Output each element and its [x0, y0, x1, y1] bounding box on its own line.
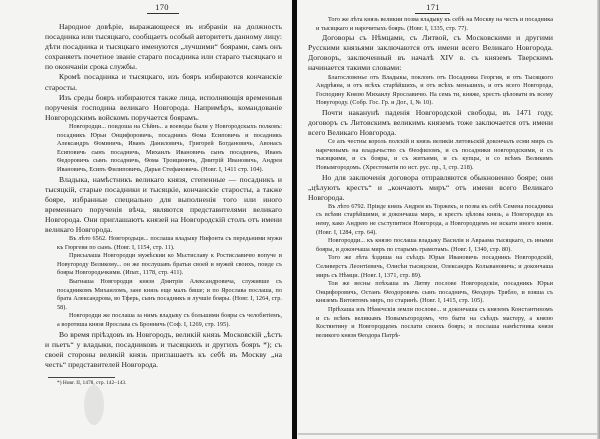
paragraph: Владыка, намѣстникъ великаго князя, степенные — посадникъ и тысяцкій, старые посадники и тысяцкіе, кончанскіе старосты, а также бояре, избранные специально для выполненія того или иного временнаго порученія вѣча, являются представителями великаго Новгорода. Они приглашаютъ князей на Новгородскій столъ отъ имени великаго Новгорода. [45, 174, 282, 234]
quotation: Благословенье отъ Владыкы, поклонъ отъ Посадника Георгия, и отъ Тысяцкого Андрѣяна, и отъ всѣхъ старѣйшихъ, и отъ всѣхъ меньшихъ, и отъ всего Новгорода, Господину Князю Михаилу Ярославичю. На семь ти, княже, хрестъ цѣловати въ всему Новугороду. (Собр. Гос. Гр. и Дог., I, № 10). [316, 73, 553, 107]
page-number-rule-right [415, 13, 450, 14]
quotation: Новгородци... поидоша на Сѣйнъ.. а воеводы были у Новгородскыхъ полковъ: посадникъ Юрьи Онцифоровичь, посадникъ Ѳома Есиповичь и посадникъ Александръ Ѳоминичь, Иванъ Даниловичь, Григорей Богдановичь, Авонасъ Есиповичь сынъ посадничь, Михаилъ Ивановичь сынъ посадничь, Иванъ Ѳедоровичь сынъ посадничь, Ѳома Троициничь, Дмитрiй Ивановичь, Андрея Ивановичь, Есипъ Филиповичь, Дарьи Стефановичь. (Новг. I, 1411 стр. 104). [57, 122, 282, 173]
paragraph: Но для заключенія договора отправляются обыкновенно бояре; они „цѣлуютъ крестъ“ и „кончаютъ миръ“ отъ имени всего Великаго Новгорода. [308, 172, 553, 202]
quotation: Присылаша Новгородци мужѣскии ко Мьстиславу к Ростиславичю вопуче и Новугороду Великому... он же послушавъ братьи своей и мужей своихъ, поиде съ бояры Новгородьчкими. (Ипат., 1178, стр. 411). [57, 252, 282, 277]
scan-smudge [84, 385, 104, 425]
left-page [0, 0, 293, 439]
page-number-rule-left [147, 13, 179, 14]
quotation: Тои же весны поѣхаша въ Литву послове Новгородскiи, посадникъ Юрьи Онцифоровичь, Останъ Ѳеодоровичь сынъ посадничь, Ѳеодоръ Тряблo, и взяша съ княземъ Витовтомъ миръ, по старинѣ. (Новг. I, 1415, стр. 105). [316, 280, 553, 305]
footnote-rule [48, 377, 115, 378]
paragraph: Народное довѣріе, выражающееся въ избраніи на должность посадника или тысяцкаго, сообщаетъ особый авторитетъ данному лицу: дѣти посадника и тысяцкаго именуются „лучшими“ боярами, самъ онъ сохраняетъ почетное званіе стараго посадника или стараго тысяцкаго и по окончаніи срока службы. [45, 22, 282, 72]
page-number-left: 170 [155, 2, 169, 12]
quotation: Того же лѣта князь великии позва владыку къ себѣ на Москву на честь и посадника и тысяцкаго и нарочитыхъ бояръ. (Новг. I, 1335, стр. 77). [316, 16, 553, 32]
quotation: Въ лѣто 6562. Новгородьци... послаша владыку Нифонта съ передьними мужи къ Гюргеви по сынъ. (Новг. I, 1154, стр. 11). [57, 235, 282, 251]
right-page-content [308, 16, 553, 340]
book-gutter [292, 0, 297, 439]
paragraph: Договоры съ Нѣмцами, съ Литвой, съ Московскими и другими Русскими князьями заключаются отъ имени всего Великаго Новгорода. Договоръ, заключенный въ началѣ XIV в. съ княземъ Тверскимъ начинается такими словами: [308, 33, 553, 73]
paragraph: Во время пріѣздовъ въ Новгородъ, великій князь Московскій „ѣстъ и пьетъ“ у владыки, посадниковъ и тысяцкихъ и другихъ бояръ *); съ своей стороны великій князь приглашаетъ къ себѣ въ Москву „на честь“ представителей Новгорода. [45, 329, 282, 369]
quotation: Прiѣхаша изъ Нѣмечскiя земли послове... и докончаша съ княземъ Константиномъ и съ всѣмъ великымъ Новымъгородомъ, что быти на съѣздъ мастеру, а князю Костянтину и Новгородцемъ послати своихъ бояръ; и послаша намѣстника князя великого князя Ѳеодора Патрѣ- [316, 306, 553, 339]
quotation: Того же лѣта ѣздиша на съѣздъ Юрьи Ивановичь посадникъ Новгородскiй, Селиверстъ Леонтiевичь, Олисѣи тысяцскои, Олександръ Колывановичь; и докончаша миръ съ Нѣмци. (Новг. I, 1371, стр. 89). [316, 254, 553, 279]
quotation: Се азъ честны король полскiй и князь великiи литовьскiй докончалъ есми миръ съ нареченымъ на владычьство съ Ѳеофиломъ, и съ посадники новгородскими, и съ тысяцкими, и съ бояры, и съ житьими, и съ купцы, и со всѣмъ Великимъ Новымгородомъ. (Хрестоматiя по ист. рус. пр., I, стр. 218). [316, 138, 553, 171]
paragraph: Почти наканунѣ паденія Новгородской свободы, въ 1471 году, договоръ съ Литовскимъ великимъ княземъ тоже заключается отъ имени всего Великаго Новгорода. [308, 107, 553, 138]
quotation: Въ лѣто 6792. Прiиде князь Андрея къ Торжекъ, и позва къ себѣ Семена посадника съ всѣми старѣйшими, и докончаша миръ, и крестъ цѣлова князь, а Новгородци къ нему, како Андрею не съступитися Новгорода, а Новгородцемъ не искати иного князя. (Новг. I, 1284, стр. 64). [316, 202, 553, 236]
right-page [298, 0, 596, 439]
paragraph: Кромѣ посадника и тысяцкаго, изъ бояръ избираются кончанскіе старосты. [45, 72, 282, 92]
quotation: Новгородци же послаша за нимъ владыку съ большими бояры съ челобитiемъ, а воротиша князя Ярослава съ Бронничь (Соф. I, 1269, стр. 195). [57, 312, 282, 328]
quotation: Новгородци... къ князю послаша владыку Василiя и Авраама тысяцкаго, съ иными бояры, и докончаша миръ по старымъ грамотамъ. (Новг. I, 1340, стр. 80). [316, 237, 553, 253]
page-number-right: 171 [426, 2, 440, 12]
left-page-content [45, 22, 282, 370]
quotation: Выгнаша Новгородци князя Дмитрiя Александровича, служивше съ посадникомъ Михаиломъ, занe князь еще малъ бяше; и по Ярослава послаша, по брата Александрова, во Тферь, сынъ посадникъ и лучшiе бояры. (Новг. I, 1264, стр. 58). [57, 278, 282, 311]
paragraph: Изъ среды бояръ избираются также лица, исполняющія временныя порученія господина великаго Новгорода. Напримѣръ, командованіе Новгородскимъ войскомъ поручается боярамъ. [45, 92, 282, 122]
page-bottom-edge [298, 433, 598, 435]
footnote: *) Новг. II, 1478, стр. 142–143. [57, 380, 127, 386]
